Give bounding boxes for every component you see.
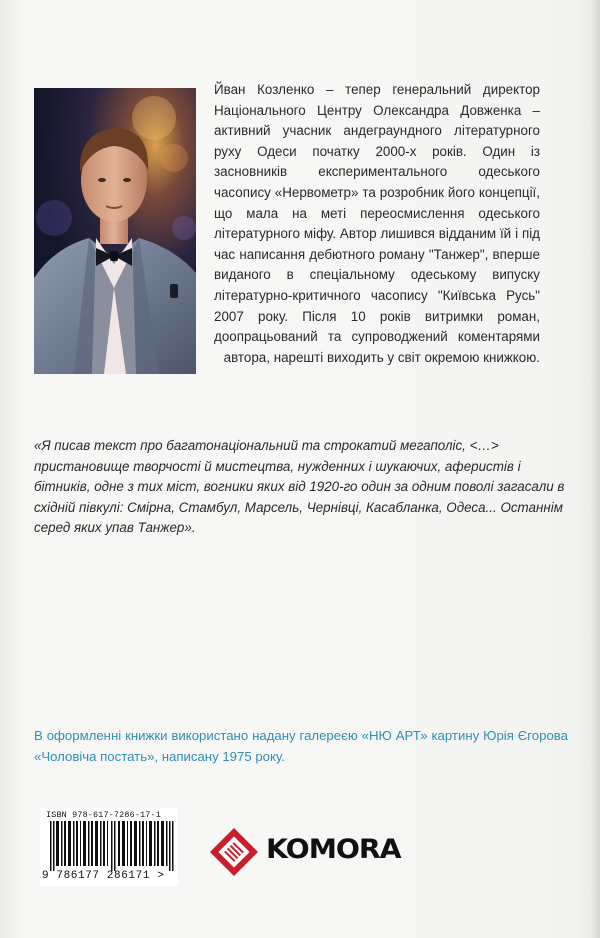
book-quote: «Я писав текст про багатонаціональний та строкатий мегаполіс, <…> пристановище творчості й мистецтва, нужденних і шукаючих, аферистів і бітників, одне з тих міст, вогники яких від 1920-го один за одним поволі загасали в східній півкулі: Смірна, Стамбул, Марсель, Чернівці, Касабланка, Одеса... Останнім серед яких упав Танжер».	[34, 438, 565, 536]
author-photo	[34, 88, 196, 374]
isbn-number: ISBN 978-617-7286-17-1	[46, 810, 161, 820]
isbn-barcode	[40, 808, 178, 886]
spine-shadow	[590, 0, 600, 938]
author-photo-illustration	[34, 88, 196, 374]
publisher-name: KOMORA	[266, 834, 401, 865]
publisher-emblem-icon	[208, 826, 260, 878]
author-bio: Йван Козленко – тепер генеральний директор Національного Центру Олександра Довженка – активний учасник андеграундного літературного руху Одеси початку 2000-х років. Один із засновників експериментального одеського часопису «Нервометр» та розробник його концепції, що мала на меті переосмислення одеського літературного міфу. Автор лишився відданим їй і під час написання дебютного роману "Танжер", вперше виданого в спеціальному одеському випуску літературно-критичного часопису "Київська Русь" 2007 року. Після 10 років витримки роман, доопрацьований та супроводжений коментарями автора, нарешті виходить у світ окремою книжкою.	[214, 82, 540, 365]
cover-art-credits: В оформленні книжки використано надану галереєю «НЮ АРТ» картину Юрія Єгорова «Чоловіча постать», написану 1975 року.	[34, 728, 568, 764]
publisher-logo	[204, 826, 404, 876]
barcode-digits: 9 786177 286171 >	[42, 870, 165, 882]
barcode-bars	[50, 821, 182, 871]
